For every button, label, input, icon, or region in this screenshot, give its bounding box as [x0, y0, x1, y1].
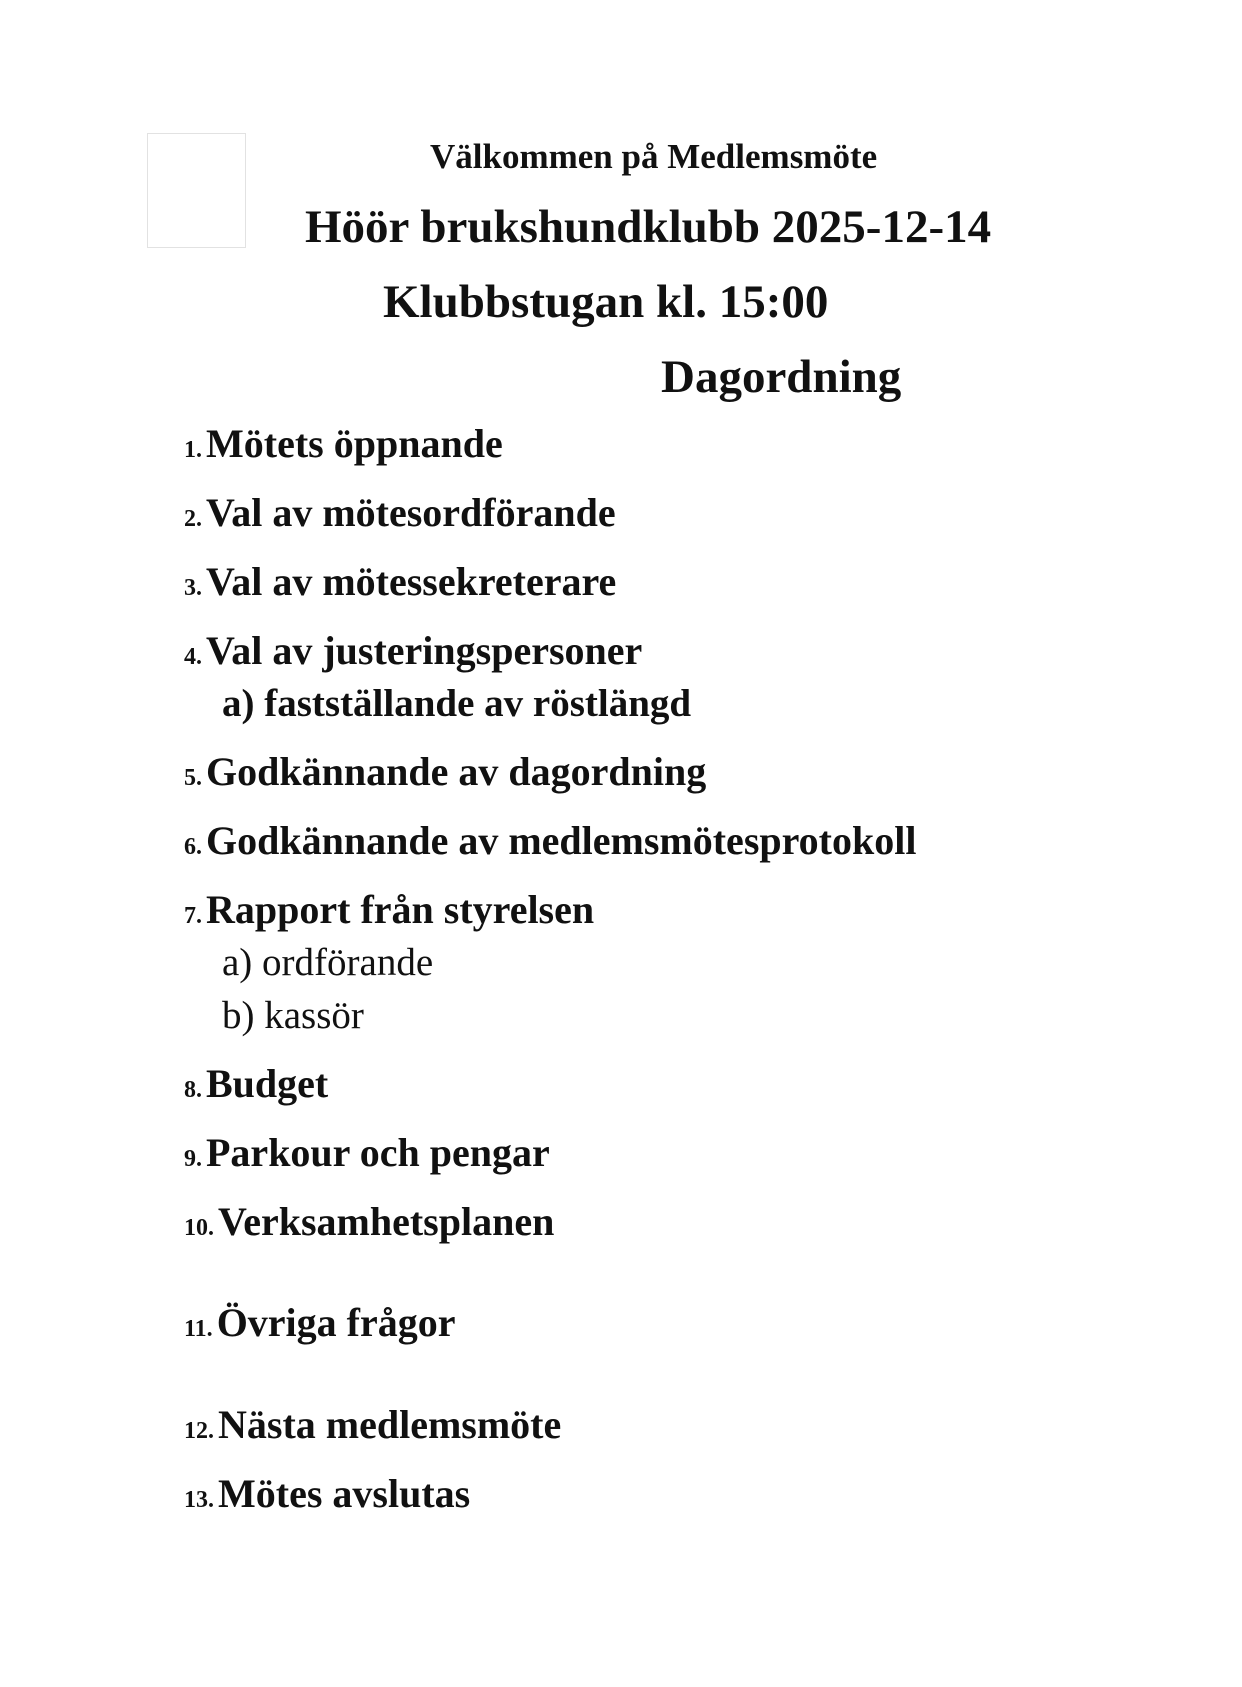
agenda-item-9 [184, 1130, 550, 1175]
club-title: Höör brukshundklubb 2025-12-14 [305, 201, 992, 253]
item-text: Val av mötesordförande [206, 490, 616, 535]
item-text: Verksamhetsplanen [218, 1199, 555, 1244]
welcome-line: Välkommen på Medlemsmöte [430, 137, 878, 176]
agenda-item-13 [184, 1471, 471, 1516]
agenda-item-12 [184, 1402, 562, 1447]
agenda-item-3 [184, 559, 617, 604]
agenda-item-11 [184, 1300, 456, 1345]
item-number: 2. [184, 506, 202, 532]
item-number: 9. [184, 1146, 202, 1172]
agenda-item-5 [184, 749, 707, 794]
item-text: Mötes avslutas [218, 1471, 471, 1516]
item-number: 12. [184, 1418, 214, 1444]
item-number: 11. [184, 1316, 213, 1342]
item-text: Godkännande av medlemsmötesprotokoll [206, 818, 917, 863]
agenda-item-6 [184, 818, 917, 863]
item-number: 8. [184, 1077, 202, 1103]
agenda-item-1 [184, 421, 503, 466]
agenda-item-10 [184, 1199, 555, 1244]
item-text: Mötets öppnande [206, 421, 503, 466]
logo-placeholder [147, 133, 246, 248]
item-text: Övriga frågor [216, 1300, 456, 1345]
agenda-subitem-7b: b) kassör [222, 994, 364, 1037]
agenda-subitem-4a: a) fastställande av röstlängd [222, 682, 692, 725]
item-number: 13. [184, 1487, 214, 1513]
item-number: 1. [184, 437, 202, 463]
item-number: 4. [184, 644, 202, 670]
item-text: Val av mötessekreterare [206, 559, 617, 604]
agenda-subitem-7a: a) ordförande [222, 941, 434, 984]
item-text: Parkour och pengar [206, 1130, 550, 1175]
item-text: Val av justeringspersoner [206, 628, 643, 673]
item-number: 7. [184, 903, 202, 929]
agenda-item-7 [184, 887, 595, 932]
item-text: Budget [206, 1061, 329, 1106]
item-number: 5. [184, 765, 202, 791]
item-number: 3. [184, 575, 202, 601]
item-text: Nästa medlemsmöte [218, 1402, 562, 1447]
agenda-item-4 [184, 628, 643, 673]
item-text: Rapport från styrelsen [206, 887, 595, 932]
agenda-title: Dagordning [661, 351, 902, 403]
item-number: 6. [184, 834, 202, 860]
agenda-item-2 [184, 490, 616, 535]
meeting-place: Klubbstugan kl. 15:00 [383, 276, 829, 328]
item-number: 10. [184, 1215, 214, 1241]
agenda-item-8 [184, 1061, 329, 1106]
item-text: Godkännande av dagordning [206, 749, 707, 794]
